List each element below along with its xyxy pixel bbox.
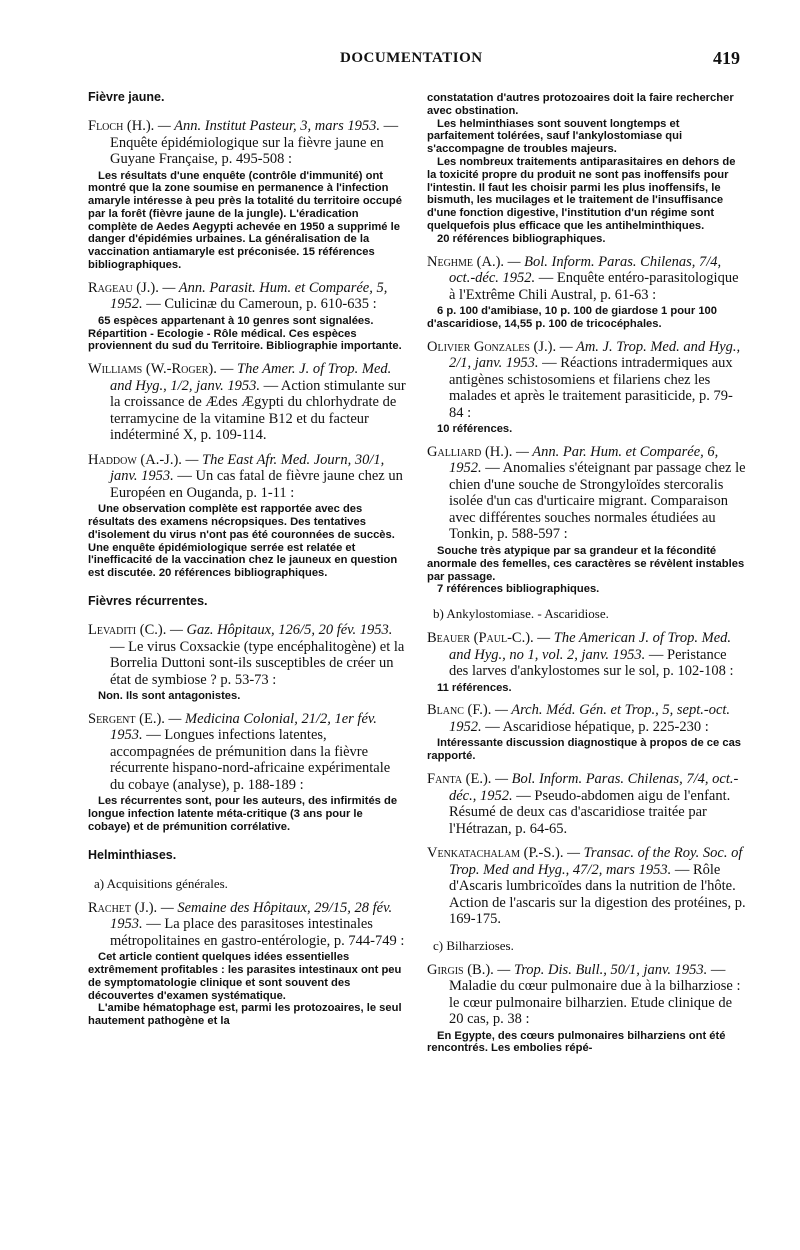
citation: [427, 630, 747, 680]
entry-author: Olivier Gonzales (J.).: [427, 338, 557, 355]
entry-title: — Rôle d'Ascaris lumbricoïdes dans la nutrition de l'hôte. Action de l'ascaris sur la digestion des protéines, p. 169-175.: [449, 861, 746, 928]
entry-abstract: [427, 545, 747, 596]
subsection-heading: c) Bilharzioses.: [433, 937, 514, 953]
abstract-paragraph: 65 espèces appartenant à 10 genres sont signalées. Répartition - Ecologie - Rôle médical. Ces espèces proviennent du sud du Territoire. Bibliographie importante.: [88, 314, 402, 353]
entry-abstract: [88, 951, 408, 1028]
abstract-paragraph: 10 références.: [437, 423, 513, 436]
entry-abstract: [88, 690, 408, 703]
citation: [88, 622, 408, 688]
entry-title: — Peristance des larves d'ankylostomes sur le sol, p. 102-108 :: [449, 646, 734, 680]
entry-abstract: [88, 170, 408, 272]
entry-title: — Maladie du cœur pulmonaire due à la bilharziose : le cœur pulmonaire bilharzien. Etude clinique de 20 cas, p. 38 :: [449, 961, 741, 1028]
entry-author: Blanc (F.).: [427, 702, 492, 719]
entry-title: — Un cas fatal de fièvre jaune chez un Européen en Ouganda, p. 1-11 :: [110, 468, 403, 501]
entry-source: — Am. J. Trop. Med. and Hyg., 2/1, janv. 1953.: [449, 338, 741, 372]
entry-author: Galliard (H.).: [427, 443, 513, 460]
entry-source: — Gaz. Hôpitaux, 126/5, 20 fév. 1953.: [169, 622, 393, 639]
entry-author: Levaditi (C.).: [88, 622, 167, 639]
running-title: DOCUMENTATION: [340, 50, 483, 66]
entry-source: — Semaine des Hôpitaux, 29/15, 28 fév. 1953.: [110, 899, 393, 933]
subsection-heading: a) Acquisitions générales.: [94, 875, 228, 891]
abstract-paragraph: En Egypte, des cœurs pulmonaires bilharziens ont été rencontrés. Les embolies répé-: [427, 1029, 726, 1055]
page-number: 419: [713, 48, 740, 68]
entry-source: — Bol. Inform. Paras. Chilenas, 7/4, oct.-déc. 1952.: [449, 253, 722, 287]
citation: [88, 361, 408, 444]
entry-source: — Ann. Par. Hum. et Comparée, 6, 1952.: [449, 443, 719, 477]
entry-source: — The East Afr. Med. Journ, 30/1, janv. 1953.: [110, 451, 385, 485]
entry-abstract: [427, 737, 747, 763]
abstract-paragraph: 11 références.: [437, 681, 512, 694]
abstract-paragraph: 20 références bibliographiques.: [437, 232, 606, 245]
abstract-continuation: [427, 92, 747, 246]
bibliography-entry: [427, 771, 747, 837]
entry-abstract: [427, 423, 747, 436]
citation: [427, 254, 747, 304]
entry-source: — Arch. Méd. Gén. et Trop., 5, sept.-oct. 1952.: [449, 702, 731, 735]
citation: [88, 118, 408, 168]
entry-title: — Enquête entéro-parasitologique à l'Extrême Chili Austral, p. 61-63 :: [449, 270, 739, 303]
entry-author: Floch (H.).: [88, 118, 155, 134]
citation: [88, 711, 408, 794]
abstract-paragraph: Une observation complète est rapportée avec des résultats des examens nécropsiques. Des tentatives d'isolement du virus n'ont pas été couronnées de succès. Une enquête épidémiologique serrée est relatée et l'inefficacité de la vaccination chez le jauneux en question est discutée. 20 références bibliographiques.: [88, 503, 398, 580]
entry-source: — Ann. Institut Pasteur, 3, mars 1953.: [157, 118, 381, 134]
entry-source: — Trop. Dis. Bull., 50/1, janv. 1953.: [497, 961, 708, 978]
entry-title: — Action stimulante sur la croissance de Ædes Ægypti du chlorhydrate de terramycine de la vitamine B12 et du facteur indéterminé X, p. 109-114.: [110, 377, 406, 444]
entry-abstract: [88, 503, 408, 580]
entry-author: Rachet (J.).: [88, 899, 158, 916]
entry-title: — Ascaridiose hépatique, p. 225-230 :: [485, 718, 709, 735]
right-column: [427, 90, 747, 1063]
entry-author: Venkatachalam (P.-S.).: [427, 845, 564, 862]
entry-source: — Ann. Parasit. Hum. et Comparée, 5, 1952.: [110, 279, 388, 313]
bibliography-entry: [427, 339, 747, 436]
entry-title: — Pseudo-abdomen aigu de l'enfant. Résumé de deux cas d'ascaridiose traitée par l'Hétrazan, p. 64-65.: [449, 787, 731, 837]
bibliography-entry: [88, 711, 408, 834]
entry-source: — Transac. of the Roy. Soc. of Trop. Med and Hyg., 47/2, mars 1953.: [449, 845, 743, 878]
entry-title: — Culicinæ du Cameroun, p. 610-635 :: [146, 296, 377, 313]
entry-abstract: [427, 1030, 747, 1056]
entry-title: — Anomalies s'éteignant par passage chez le chien d'une souche de Strongyloïdes stercoralis isolée d'un cas d'urticaire migrant. Comparaison avec différentes souches normales étudiées au Tonkin, p. 588-597 :: [449, 460, 746, 543]
entry-author: Beauer (Paul-C.).: [427, 630, 534, 647]
bibliography-entry: [427, 962, 747, 1056]
abstract-paragraph: Les helminthiases sont souvent longtemps et parfaitement tolérées, sauf l'ankylostomiase qui s'accompagne de troubles majeurs.: [427, 117, 683, 156]
entry-source: — Medicina Colonial, 21/2, 1er fév. 1953.: [110, 710, 377, 744]
citation: [427, 845, 747, 928]
bibliography-entry: [88, 452, 408, 580]
citation: [427, 444, 747, 543]
entry-abstract: [427, 305, 747, 331]
abstract-paragraph: L'amibe hématophage est, parmi les protozoaires, le seul hautement pathogène et la: [88, 1002, 402, 1028]
entry-abstract: [427, 682, 747, 695]
abstract-paragraph: Les nombreux traitements antiparasitaires en dehors de la toxicité propre du produit ne sont pas inoffensifs pour l'intestin. Il faut les choisir parmi les plus inoffensifs, le bismuth, les mucilages et le traitement de l'insuffisance d'une fonction digestive, l'institution d'un régime sont quelquefois plus efficace que les antihelminthiques.: [427, 155, 736, 232]
entry-title: — Enquête épidémiologique sur la fièvre jaune en Guyane Française, p. 495-508 :: [110, 118, 399, 167]
bibliography-entry: [427, 444, 747, 596]
bibliography-entry: [427, 702, 747, 763]
entry-abstract: [88, 315, 408, 353]
bibliography-entry: [88, 900, 408, 1028]
entry-source: — The Amer. J. of Trop. Med. and Hyg., 1/2, janv. 1953.: [110, 361, 392, 394]
entry-author: Rageau (J.).: [88, 279, 159, 296]
entry-title: — Réactions intradermiques aux antigènes schistosomiens et filariens chez les malades et après le traitement parasiticide, p. 79-84 :: [449, 355, 733, 421]
abstract-paragraph: 6 p. 100 d'amibiase, 10 p. 100 de giardose 1 pour 100 d'ascaridiose, 14,55 p. 100 de tricocéphales.: [427, 305, 717, 330]
entry-author: Fanta (E.).: [427, 771, 492, 788]
bibliography-entry: [88, 118, 408, 272]
entry-author: Neghme (A.).: [427, 253, 505, 270]
abstract-paragraph: Souche très atypique par sa grandeur et la fécondité anormale des femelles, ces caractères se révèlent instables par passage.: [427, 544, 745, 583]
entry-author: Williams (W.-Roger).: [88, 361, 217, 378]
entry-abstract: [88, 795, 408, 833]
citation: [427, 771, 747, 837]
citation: [88, 280, 408, 313]
entry-source: — The American J. of Trop. Med. and Hyg., no 1, vol. 2, janv. 1953.: [449, 630, 732, 663]
abstract-paragraph: Cet article contient quelques idées essentielles extrêmement profitables : les parasites intestinaux ont peu de symptomatologie clinique et sont souvent des découvertes d'examen systématique.: [88, 951, 402, 1002]
section-heading: Fièvres récurrentes.: [88, 594, 208, 609]
entry-author: Haddow (A.-J.).: [88, 451, 182, 468]
section-heading: Helminthiases.: [88, 847, 177, 862]
abstract-paragraph: Non. Ils sont antagonistes.: [98, 690, 241, 703]
entry-title: — La place des parasitoses intestinales métropolitaines en gastro-entérologie, p. 744-749 :: [110, 916, 405, 949]
abstract-paragraph: Intéressante discussion diagnostique à propos de ce cas rapporté.: [427, 737, 742, 763]
abstract-paragraph: Les récurrentes sont, pour les auteurs, des infirmités de longue infection latente méta-critique (3 ans pour le cobaye) et de prémunition corrélative.: [88, 795, 398, 833]
bibliography-entry: [427, 845, 747, 928]
citation: [427, 962, 747, 1028]
citation: [427, 702, 747, 735]
entry-author: Sergent (E.).: [88, 710, 165, 727]
abstract-paragraph: 7 références bibliographiques.: [437, 583, 600, 596]
subsection-heading: b) Ankylostomiase. - Ascaridiose.: [433, 606, 609, 622]
bibliography-entry: [88, 361, 408, 444]
entry-title: — Longues infections latentes, accompagnées de prémunition dans la fièvre récurrente hispano-nord-africaine expérimentale du cobaye (analyse), p. 188-189 :: [110, 727, 391, 793]
citation: [88, 452, 408, 502]
abstract-paragraph: Les résultats d'une enquête (contrôle d'immunité) ont montré que la zone soumise en permanence à l'infection amaryle intéresse à peu près la totalité du territoire occupé par la forêt (fièvre jaune de la jungle). L'éradication complète de Aedes Aegypti achevée en 1950 a supprimé le danger d'épidémies urbaines. La généralisation de la vaccination antiamaryle est préconisée. 15 références bibliographiques.: [88, 169, 402, 272]
entry-title: — Le virus Coxsackie (type encéphalitogène) et la Borrelia Duttoni sont-ils susceptibles de créer un état de symbiose ? p. 53-73 :: [110, 638, 405, 688]
abstract-paragraph: constatation d'autres protozoaires doit la faire rechercher avec obstination.: [427, 92, 734, 117]
bibliography-entry: [427, 254, 747, 331]
bibliography-entry: [427, 630, 747, 694]
left-column: [88, 90, 408, 1036]
citation: [88, 900, 408, 950]
section-heading: Fièvre jaune.: [88, 90, 165, 104]
entry-author: Girgis (B.).: [427, 961, 494, 978]
citation: [427, 339, 747, 422]
entry-source: — Bol. Inform. Paras. Chilenas, 7/4, oct.-déc., 1952.: [449, 771, 739, 804]
bibliography-entry: [88, 622, 408, 703]
bibliography-entry: [88, 280, 408, 353]
